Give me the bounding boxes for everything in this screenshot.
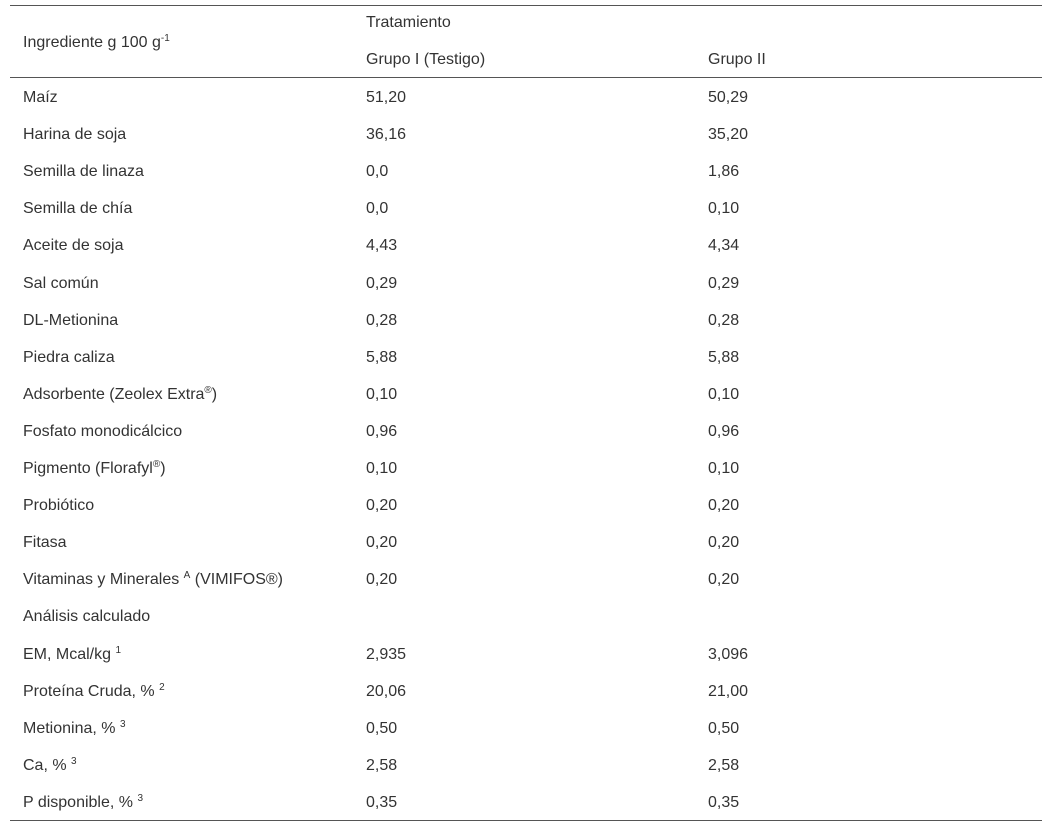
ingredient-name: Fitasa <box>23 534 67 552</box>
ingredient-name: Harina de soja <box>23 126 127 144</box>
group2-value: 0,20 <box>708 497 740 515</box>
group2-value: 0,28 <box>708 311 740 329</box>
group1-value: 0,20 <box>366 534 398 552</box>
ingredient-cell <box>23 607 150 627</box>
ingredient-name: Vitaminas y Minerales <box>23 571 184 589</box>
ingredient-sup: 1 <box>115 644 122 656</box>
group2-value: 50,29 <box>708 89 749 106</box>
ingredient-name: Análisis calculado <box>23 608 151 626</box>
header-rule <box>10 77 1042 78</box>
ingredient-cell <box>23 719 126 739</box>
group1-value: 0,28 <box>366 311 398 329</box>
group2-value: 0,10 <box>708 385 740 403</box>
ingredient-name: Sal común <box>23 274 99 292</box>
table-bottom-rule <box>10 820 1042 821</box>
group2-value: 5,88 <box>708 348 740 366</box>
ingredient-sup: 3 <box>137 792 144 804</box>
ingredient-name: Maíz <box>23 89 58 106</box>
ingredient-name: DL-Metionina <box>23 311 119 329</box>
ingredient-name: Piedra caliza <box>23 348 115 366</box>
group1-header: Grupo I (Testigo) <box>366 51 486 68</box>
group2-value: 0,35 <box>708 793 740 811</box>
ingredient-sup: ® <box>152 459 161 470</box>
group2-value: 0,96 <box>708 422 740 440</box>
group2-value: 35,20 <box>708 126 749 144</box>
group1-value: 0,20 <box>366 497 398 515</box>
ingredient-suffix: (VIMIFOS®) <box>190 571 283 589</box>
group1-value: 2,935 <box>366 645 407 663</box>
ingredient-name: Metionina, % <box>23 719 120 737</box>
ingredient-cell <box>23 533 67 553</box>
ingredient-cell <box>23 459 166 479</box>
ingredient-cell <box>23 422 182 442</box>
ingredient-cell <box>23 199 132 219</box>
group2-value: 0,20 <box>708 571 740 589</box>
group2-value: 21,00 <box>708 682 749 700</box>
ingredient-cell <box>23 756 77 776</box>
ingredient-name: P disponible, % <box>23 793 138 811</box>
group1-value: 0,35 <box>366 793 398 811</box>
group1-value: 0,10 <box>366 385 398 403</box>
treatment-header: Tratamiento <box>366 14 451 31</box>
ingredient-name: Fosfato monodicálcico <box>23 422 183 440</box>
ingredient-cell <box>23 793 143 813</box>
group2-value: 0,20 <box>708 534 740 552</box>
ingredient-sup: 3 <box>71 755 77 767</box>
group2-value: 0,29 <box>708 274 740 292</box>
ingredient-header-sup: -1 <box>160 33 170 44</box>
ingredient-sup: 2 <box>159 681 165 693</box>
ingredient-cell <box>23 496 94 516</box>
group1-value: 0,20 <box>366 571 398 589</box>
ingredient-cell <box>23 311 118 331</box>
group1-value: 0,96 <box>366 422 398 440</box>
group2-header: Grupo II <box>708 51 766 68</box>
ingredient-header <box>23 33 170 53</box>
ingredient-cell <box>23 162 144 182</box>
group1-value: 0,10 <box>366 460 398 477</box>
ingredient-name: Adsorbente (Zeolex Extra <box>23 385 205 403</box>
ingredient-cell <box>23 125 126 145</box>
ingredient-cell <box>23 88 58 108</box>
ingredient-name: EM, Mcal/kg <box>23 645 116 663</box>
group1-value: 2,58 <box>366 756 398 774</box>
ingredient-cell <box>23 274 99 294</box>
ingredient-cell <box>23 682 165 702</box>
group1-value: 4,43 <box>366 237 398 255</box>
ingredient-name: Pigmento (Florafyl <box>23 460 153 477</box>
group2-value: 2,58 <box>708 756 740 774</box>
ingredient-cell <box>23 645 121 665</box>
group2-value: 0,50 <box>708 719 740 737</box>
ingredient-name: Aceite de soja <box>23 237 124 255</box>
ingredient-name: Proteína Cruda, % <box>23 682 160 700</box>
ingredient-cell <box>23 236 124 256</box>
ingredient-sup: ® <box>204 384 212 396</box>
ingredient-suffix: ) <box>160 460 166 477</box>
ingredient-header-label: Ingrediente g 100 g <box>23 34 161 51</box>
group1-value: 0,0 <box>366 163 389 181</box>
group2-value: 4,34 <box>708 237 740 255</box>
ingredient-name: Semilla de chía <box>23 200 133 218</box>
group1-value: 51,20 <box>366 89 407 106</box>
ingredient-suffix: ) <box>211 385 218 403</box>
group2-value: 3,096 <box>708 645 749 663</box>
group1-value: 36,16 <box>366 126 407 144</box>
group2-value: 0,10 <box>708 200 740 218</box>
ingredient-cell <box>23 348 115 368</box>
ingredient-sup: 3 <box>119 718 126 730</box>
group1-value: 5,88 <box>366 348 398 366</box>
group1-value: 20,06 <box>366 682 407 700</box>
ingredient-name: Ca, % <box>23 756 72 774</box>
ingredient-sup: A <box>183 570 191 582</box>
group1-value: 0,0 <box>366 200 389 218</box>
group2-value: 1,86 <box>708 163 740 181</box>
ingredient-name: Semilla de linaza <box>23 163 144 181</box>
ingredient-cell <box>23 570 283 590</box>
group2-value: 0,10 <box>708 460 740 477</box>
group1-value: 0,50 <box>366 719 398 737</box>
ingredient-name: Probiótico <box>23 497 95 515</box>
ingredient-cell <box>23 385 217 405</box>
group1-value: 0,29 <box>366 274 398 292</box>
table-top-rule <box>10 5 1042 6</box>
